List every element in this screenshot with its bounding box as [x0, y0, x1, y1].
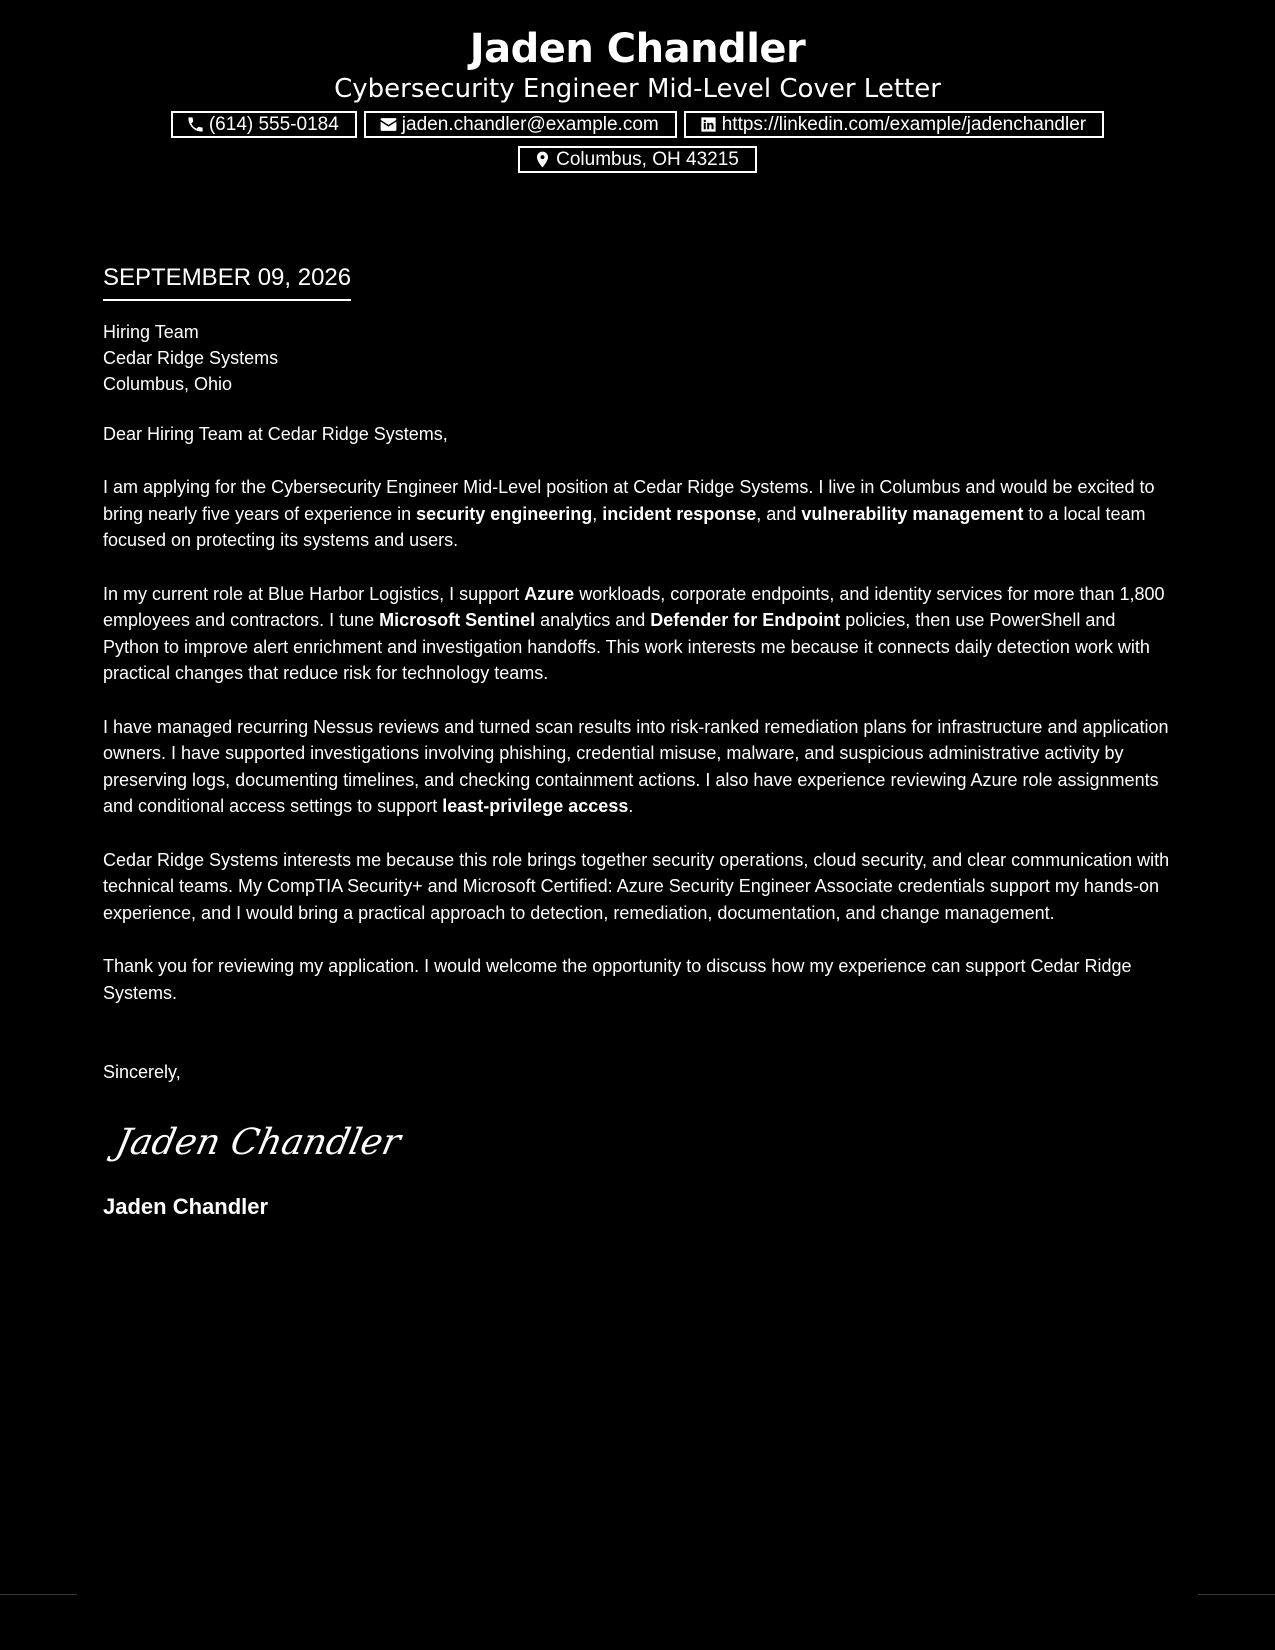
emphasis-text: Defender for Endpoint — [650, 610, 841, 630]
emphasis-text: Azure — [524, 583, 575, 604]
emphasis-text: least-privilege access — [442, 796, 629, 816]
signer-name: Jaden Chandler — [103, 1194, 269, 1219]
body-paragraph: I am applying for the Cybersecurity Engineer Mid-Level position at Cedar Ridge Systems. I live in Columbus and would be excited to bring nearly five years of experience in security engineering, incident response, and vulnerability management to a local team focused on protecting its systems and users. — [103, 477, 1155, 550]
emphasis-text: incident response — [602, 503, 757, 524]
recipient-line: Hiring Team — [103, 322, 199, 342]
applicant-name: Jaden Chandler — [469, 26, 806, 72]
contact-row — [0, 111, 1275, 138]
body-paragraph: In my current role at Blue Harbor Logistics, I support Azure workloads, corporate endpoints, and identity services for more than 1,800 employees and contractors. I tune Microsoft Sentinel analytics and Defender for Endpoint policies, then use PowerShell and Python to improve alert enrichment and investigation handoffs. This work interests me because it connects daily detection work with practical changes that reduce risk for technology teams. — [103, 583, 1165, 683]
emphasis-text: security engineering — [416, 503, 593, 524]
body-paragraph: Cedar Ridge Systems interests me because this role brings together security operations, cloud security, and clear communication with technical teams. My CompTIA Security+ and Microsoft Certified: Azure Security Engineer Associate credentials support my hands-on experience, and I would bring a practical approach to detection, remediation, documentation, and change management. — [103, 849, 1170, 923]
location-text: Columbus, OH 43215 — [556, 148, 739, 170]
footer-rule-right — [1198, 1594, 1275, 1595]
letter-header — [0, 22, 1275, 173]
envelope-icon — [379, 115, 398, 134]
document-subtitle: Cybersecurity Engineer Mid-Level Cover Letter — [334, 74, 941, 104]
contact-email[interactable] — [364, 111, 677, 138]
contact-location — [518, 146, 757, 173]
emphasis-text: Microsoft Sentinel — [379, 610, 536, 630]
email-text: jaden.chandler@example.com — [401, 113, 659, 135]
emphasis-text: vulnerability management — [801, 503, 1024, 524]
contact-row — [0, 146, 1275, 173]
footer-rule-left — [0, 1594, 77, 1595]
phone-text: (614) 555-0184 — [208, 113, 339, 135]
linkedin-icon — [699, 115, 718, 134]
phone-icon — [186, 115, 205, 134]
body-paragraph: Thank you for reviewing my application. I would welcome the opportunity to discuss how my experience can support Cedar Ridge Systems. — [103, 956, 1132, 1003]
recipient-block — [103, 319, 1173, 397]
closing: Sincerely, — [103, 1062, 181, 1082]
body-paragraph: I have managed recurring Nessus reviews and turned scan results into risk-ranked remediation plans for infrastructure and application owners. I have supported investigations involving phishing, credential misuse, malware, and suspicious administrative activity by preserving logs, documenting timelines, and checking containment actions. I also have experience reviewing Azure role assignments and conditional access settings to support least-privilege access. — [103, 716, 1169, 816]
contact-linkedin[interactable] — [684, 111, 1104, 138]
recipient-line: Cedar Ridge Systems — [103, 348, 279, 368]
recipient-line: Columbus, Ohio — [103, 374, 233, 394]
handwritten-signature — [109, 1112, 405, 1172]
map-marker-icon — [533, 150, 552, 169]
salutation: Dear Hiring Team at Cedar Ridge Systems, — [103, 424, 448, 444]
contact-phone[interactable] — [171, 111, 357, 138]
letter-date: SEPTEMBER 09, 2026 — [103, 262, 351, 301]
linkedin-text: https://linkedin.com/example/jadenchandler — [721, 113, 1087, 135]
letter-body — [103, 262, 1173, 1221]
signature-text: Jaden Chandler — [112, 1120, 405, 1163]
